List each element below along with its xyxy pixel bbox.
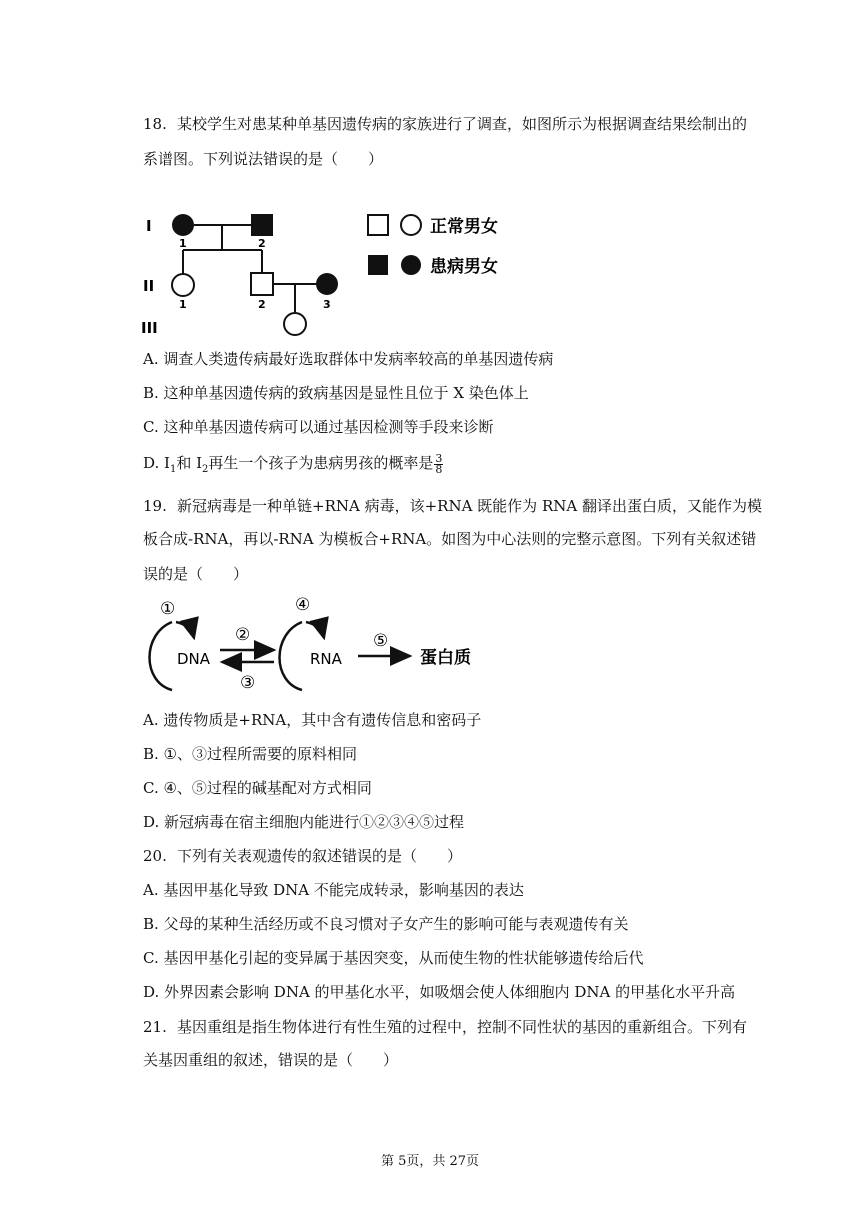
q21-stem-line1: 21. 基因重组是指生物体进行有性生殖的过程中，控制不同性状的基因的重新组合。下列有	[143, 1018, 748, 1036]
q18-stem-line1: 18. 某校学生对患某种单基因遗传病的家族进行了调查，如图所示为根据调查结果绘制出的	[143, 115, 748, 133]
legend-affected-label: 患病男女	[430, 257, 498, 277]
q18-stem-line2: 系谱图。下列说法错误的是（ ）	[143, 150, 384, 168]
q19-stem-line1: 19. 新冠病毒是一种单链+RNA 病毒，该+RNA 既能作为 RNA 翻译出蛋白质，又能作为模	[143, 497, 762, 515]
q19-option-c: C. ④、⑤过程的碱基配对方式相同	[143, 779, 372, 797]
q21-stem-line2: 关基因重组的叙述，错误的是（ ）	[143, 1051, 399, 1069]
q18-option-d: D. $I_1$和 $I_2$再生一个孩子为患病男孩的概率是 $\frac{3}{8}$	[143, 451, 443, 476]
q19-number: 19.	[143, 497, 167, 515]
q20-option-d: D. 外界因素会影响 DNA 的甲基化水平，如吸烟会使人体细胞内 DNA 的甲基化水平升高	[143, 983, 736, 1001]
marker-5: ⑤	[373, 631, 389, 651]
q21-number: 21.	[143, 1018, 167, 1036]
marker-4: ④	[295, 595, 311, 615]
q18-option-c: C. 这种单基因遗传病可以通过基因检测等手段来诊断	[143, 418, 494, 436]
pedigree-I1-affected-female	[172, 214, 194, 236]
legend-normal-label: 正常男女	[430, 217, 498, 237]
q18-number: 18.	[143, 115, 167, 133]
pedigree-figure	[138, 200, 518, 340]
q20-option-c: C. 基因甲基化引起的变异属于基因突变，从而使生物的性状能够遗传给后代	[143, 949, 644, 967]
central-dogma-figure	[140, 592, 490, 702]
svg-text:1: 1	[179, 237, 187, 250]
legend-affected-male-icon	[368, 255, 388, 275]
marker-3: ③	[240, 673, 256, 693]
svg-text:1: 1	[179, 298, 187, 311]
gen-label-II: II	[143, 277, 155, 295]
svg-text:2: 2	[258, 237, 266, 250]
pedigree-I2-affected-male	[251, 214, 273, 236]
rna-label: RNA	[310, 650, 342, 668]
q18-option-b: B. 这种单基因遗传病的致病基因是显性且位于 X 染色体上	[143, 384, 529, 402]
gen-label-I: I	[146, 217, 152, 235]
marker-1: ①	[160, 599, 176, 619]
q20-option-a: A. 基因甲基化导致 DNA 不能完成转录，影响基因的表达	[143, 881, 524, 899]
page-footer: 第 5页，共 27页	[380, 1154, 480, 1169]
q20-option-b: B. 父母的某种生活经历或不良习惯对子女产生的影响可能与表观遗传有关	[143, 915, 629, 933]
rna-replication-loop	[280, 622, 303, 690]
svg-text:2: 2	[258, 298, 266, 311]
q18-option-a: A. 调查人类遗传病最好选取群体中发病率较高的单基因遗传病	[143, 350, 554, 368]
q19-option-b: B. ①、③过程所需要的原料相同	[143, 745, 358, 763]
q20-number: 20.	[143, 847, 167, 865]
pedigree-II2-normal-male	[251, 273, 273, 295]
dna-replication-loop	[150, 622, 173, 690]
q19-stem-line2: 板合成-RNA，再以-RNA 为模板合+RNA。如图为中心法则的完整示意图。下列有关叙述错	[143, 530, 757, 548]
protein-label: 蛋白质	[420, 648, 471, 668]
q19-option-a: A. 遗传物质是+RNA，其中含有遗传信息和密码子	[143, 711, 482, 729]
legend-affected-female-icon	[401, 255, 421, 275]
q19-stem-line3: 误的是（ ）	[143, 565, 249, 583]
pedigree-II3-affected-female	[316, 273, 338, 295]
gen-label-III: III	[141, 319, 158, 337]
probability-fraction: $\frac{3}{8}$	[435, 451, 443, 476]
q19-option-d: D. 新冠病毒在宿主细胞内能进行①②③④⑤过程	[143, 813, 465, 831]
dna-label: DNA	[177, 650, 211, 668]
legend-normal-male-icon	[368, 215, 388, 235]
pedigree-III1-normal-female	[284, 313, 306, 335]
q20-stem-line1: 20. 下列有关表观遗传的叙述错误的是（ ）	[143, 847, 463, 865]
pedigree-II1-normal-female	[172, 274, 194, 296]
svg-text:3: 3	[323, 298, 331, 311]
legend-normal-female-icon	[401, 215, 421, 235]
marker-2: ②	[235, 625, 251, 645]
